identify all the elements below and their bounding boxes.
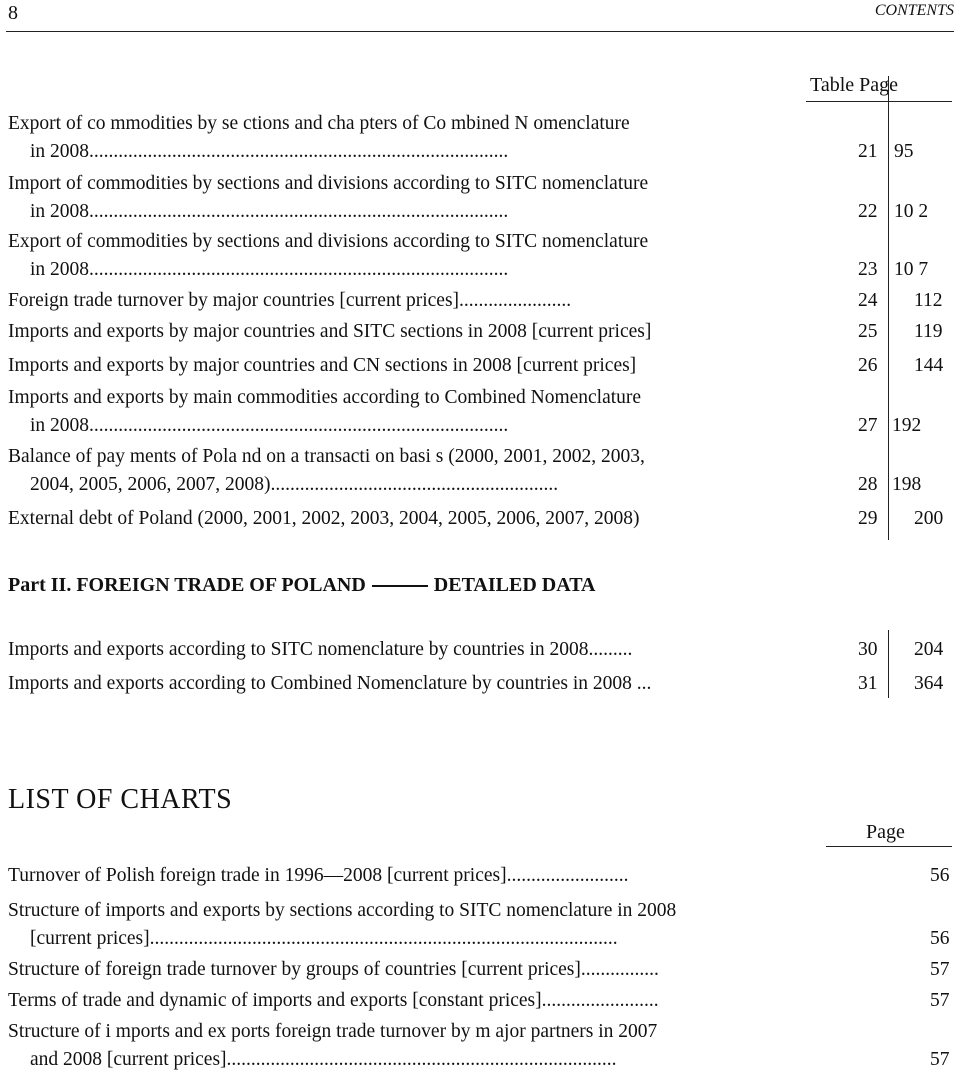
entry-text: Structure of imports and exports by sections according to SITC nomenclature in 2008 bbox=[8, 900, 677, 921]
entry-text: Imports and exports by major countries and SITC sections in 2008 [current prices] bbox=[8, 321, 652, 342]
table-number: 29 bbox=[858, 508, 878, 529]
entry-text: Structure of foreign trade turnover by groups of countries [current prices]................ bbox=[8, 959, 659, 980]
column-header-rule bbox=[806, 101, 952, 102]
entry-text: Import of commodities by sections and divisions according to SITC nomenclature bbox=[8, 173, 649, 194]
chart-entry[interactable] bbox=[8, 956, 659, 984]
chart-entry[interactable] bbox=[8, 987, 659, 1015]
table-number: 21 bbox=[858, 141, 878, 162]
entry-text-cont: [current prices]................................................................................................ bbox=[30, 928, 618, 949]
column-divider bbox=[888, 76, 889, 540]
entry-text: Structure of i mports and ex ports foreign trade turnover by m ajor partners in 2007 bbox=[8, 1021, 658, 1042]
page-number-ref: 10 7 bbox=[894, 259, 929, 280]
table-number: 27 bbox=[858, 415, 878, 436]
part-title bbox=[8, 574, 596, 597]
table-number: 23 bbox=[858, 259, 878, 280]
toc-entry[interactable] bbox=[8, 170, 648, 226]
column-headers bbox=[810, 74, 898, 97]
page-number-ref: 119 bbox=[914, 321, 943, 342]
page-number-ref: 112 bbox=[914, 290, 943, 311]
page-column-header: Page bbox=[866, 821, 905, 843]
entry-text: Imports and exports according to SITC nomenclature by countries in 2008......... bbox=[8, 639, 633, 660]
page-number: 8 bbox=[8, 2, 18, 24]
page-header-rule bbox=[826, 846, 952, 847]
toc-entry[interactable] bbox=[8, 110, 630, 166]
toc-entry[interactable] bbox=[8, 318, 651, 346]
page-number-ref: 56 bbox=[930, 928, 950, 949]
toc-entry[interactable] bbox=[8, 352, 636, 380]
entry-text-cont: in 2008...................................................................................... bbox=[30, 141, 509, 162]
part-title-prefix: Part II. FOREIGN TRADE OF POLAND bbox=[8, 574, 366, 596]
header-rule bbox=[6, 31, 954, 32]
table-number: 31 bbox=[858, 673, 878, 694]
toc-entry[interactable] bbox=[8, 228, 648, 284]
column-divider bbox=[888, 630, 889, 698]
toc-entry[interactable] bbox=[8, 505, 640, 533]
page-number-ref: 144 bbox=[914, 355, 944, 376]
entry-text: Turnover of Polish foreign trade in 1996—2008 [current prices]......................... bbox=[8, 865, 629, 886]
entry-text-cont: and 2008 [current prices]................................................................................ bbox=[30, 1049, 617, 1070]
page-number-ref: 192 bbox=[892, 415, 922, 436]
entry-text-cont: in 2008...................................................................................... bbox=[30, 415, 509, 436]
entry-text: Foreign trade turnover by major countries [current prices]....................... bbox=[8, 290, 572, 311]
table-number: 28 bbox=[858, 474, 878, 495]
page-number-ref: 57 bbox=[930, 1049, 950, 1070]
page-number-ref: 57 bbox=[930, 959, 950, 980]
toc-entry[interactable] bbox=[8, 384, 641, 440]
em-dash bbox=[372, 585, 428, 587]
entry-text-cont: in 2008...................................................................................... bbox=[30, 201, 509, 222]
entry-text-cont: 2004, 2005, 2006, 2007, 2008)........................................................... bbox=[30, 474, 559, 495]
toc-entry[interactable] bbox=[8, 636, 632, 664]
entry-text: Balance of pay ments of Pola nd on a transacti on basi s (2000, 2001, 2002, 2003, bbox=[8, 446, 645, 467]
table-number: 25 bbox=[858, 321, 878, 342]
page-number-ref: 198 bbox=[892, 474, 922, 495]
chart-entry[interactable] bbox=[8, 862, 628, 890]
page-number-ref: 56 bbox=[930, 865, 950, 886]
entry-text: Terms of trade and dynamic of imports and exports [constant prices]........................ bbox=[8, 990, 659, 1011]
page-number-ref: 57 bbox=[930, 990, 950, 1011]
toc-entry[interactable] bbox=[8, 670, 651, 698]
page-column-header: Page bbox=[859, 74, 899, 96]
entry-text-cont: in 2008...................................................................................... bbox=[30, 259, 509, 280]
table-column-header: Table bbox=[810, 74, 855, 96]
page-number-ref: 200 bbox=[914, 508, 944, 529]
toc-entry[interactable] bbox=[8, 287, 571, 315]
page-number-ref: 364 bbox=[914, 673, 944, 694]
entry-text: External debt of Poland (2000, 2001, 2002, 2003, 2004, 2005, 2006, 2007, 2008) bbox=[8, 508, 640, 529]
page-number-ref: 10 2 bbox=[894, 201, 929, 222]
running-head: CONTENTS bbox=[874, 2, 954, 19]
part-title-suffix: DETAILED DATA bbox=[433, 574, 596, 596]
table-number: 22 bbox=[858, 201, 878, 222]
page-number-ref: 95 bbox=[894, 141, 914, 162]
entry-text: Export of co mmodities by se ctions and cha pters of Co mbined N omenclature bbox=[8, 113, 630, 134]
entry-text: Imports and exports according to Combined Nomenclature by countries in 2008 ... bbox=[8, 673, 652, 694]
page-number-ref: 204 bbox=[914, 639, 944, 660]
chart-entry[interactable] bbox=[8, 1018, 657, 1074]
chart-entry[interactable] bbox=[8, 897, 676, 953]
list-of-charts-title: LIST OF CHARTS bbox=[8, 784, 233, 815]
entry-text: Export of commodities by sections and divisions according to SITC nomenclature bbox=[8, 231, 649, 252]
table-number: 30 bbox=[858, 639, 878, 660]
toc-entry[interactable] bbox=[8, 443, 645, 499]
entry-text: Imports and exports by major countries and CN sections in 2008 [current prices] bbox=[8, 355, 637, 376]
entry-text: Imports and exports by main commodities according to Combined Nomenclature bbox=[8, 387, 642, 408]
table-number: 24 bbox=[858, 290, 878, 311]
table-number: 26 bbox=[858, 355, 878, 376]
